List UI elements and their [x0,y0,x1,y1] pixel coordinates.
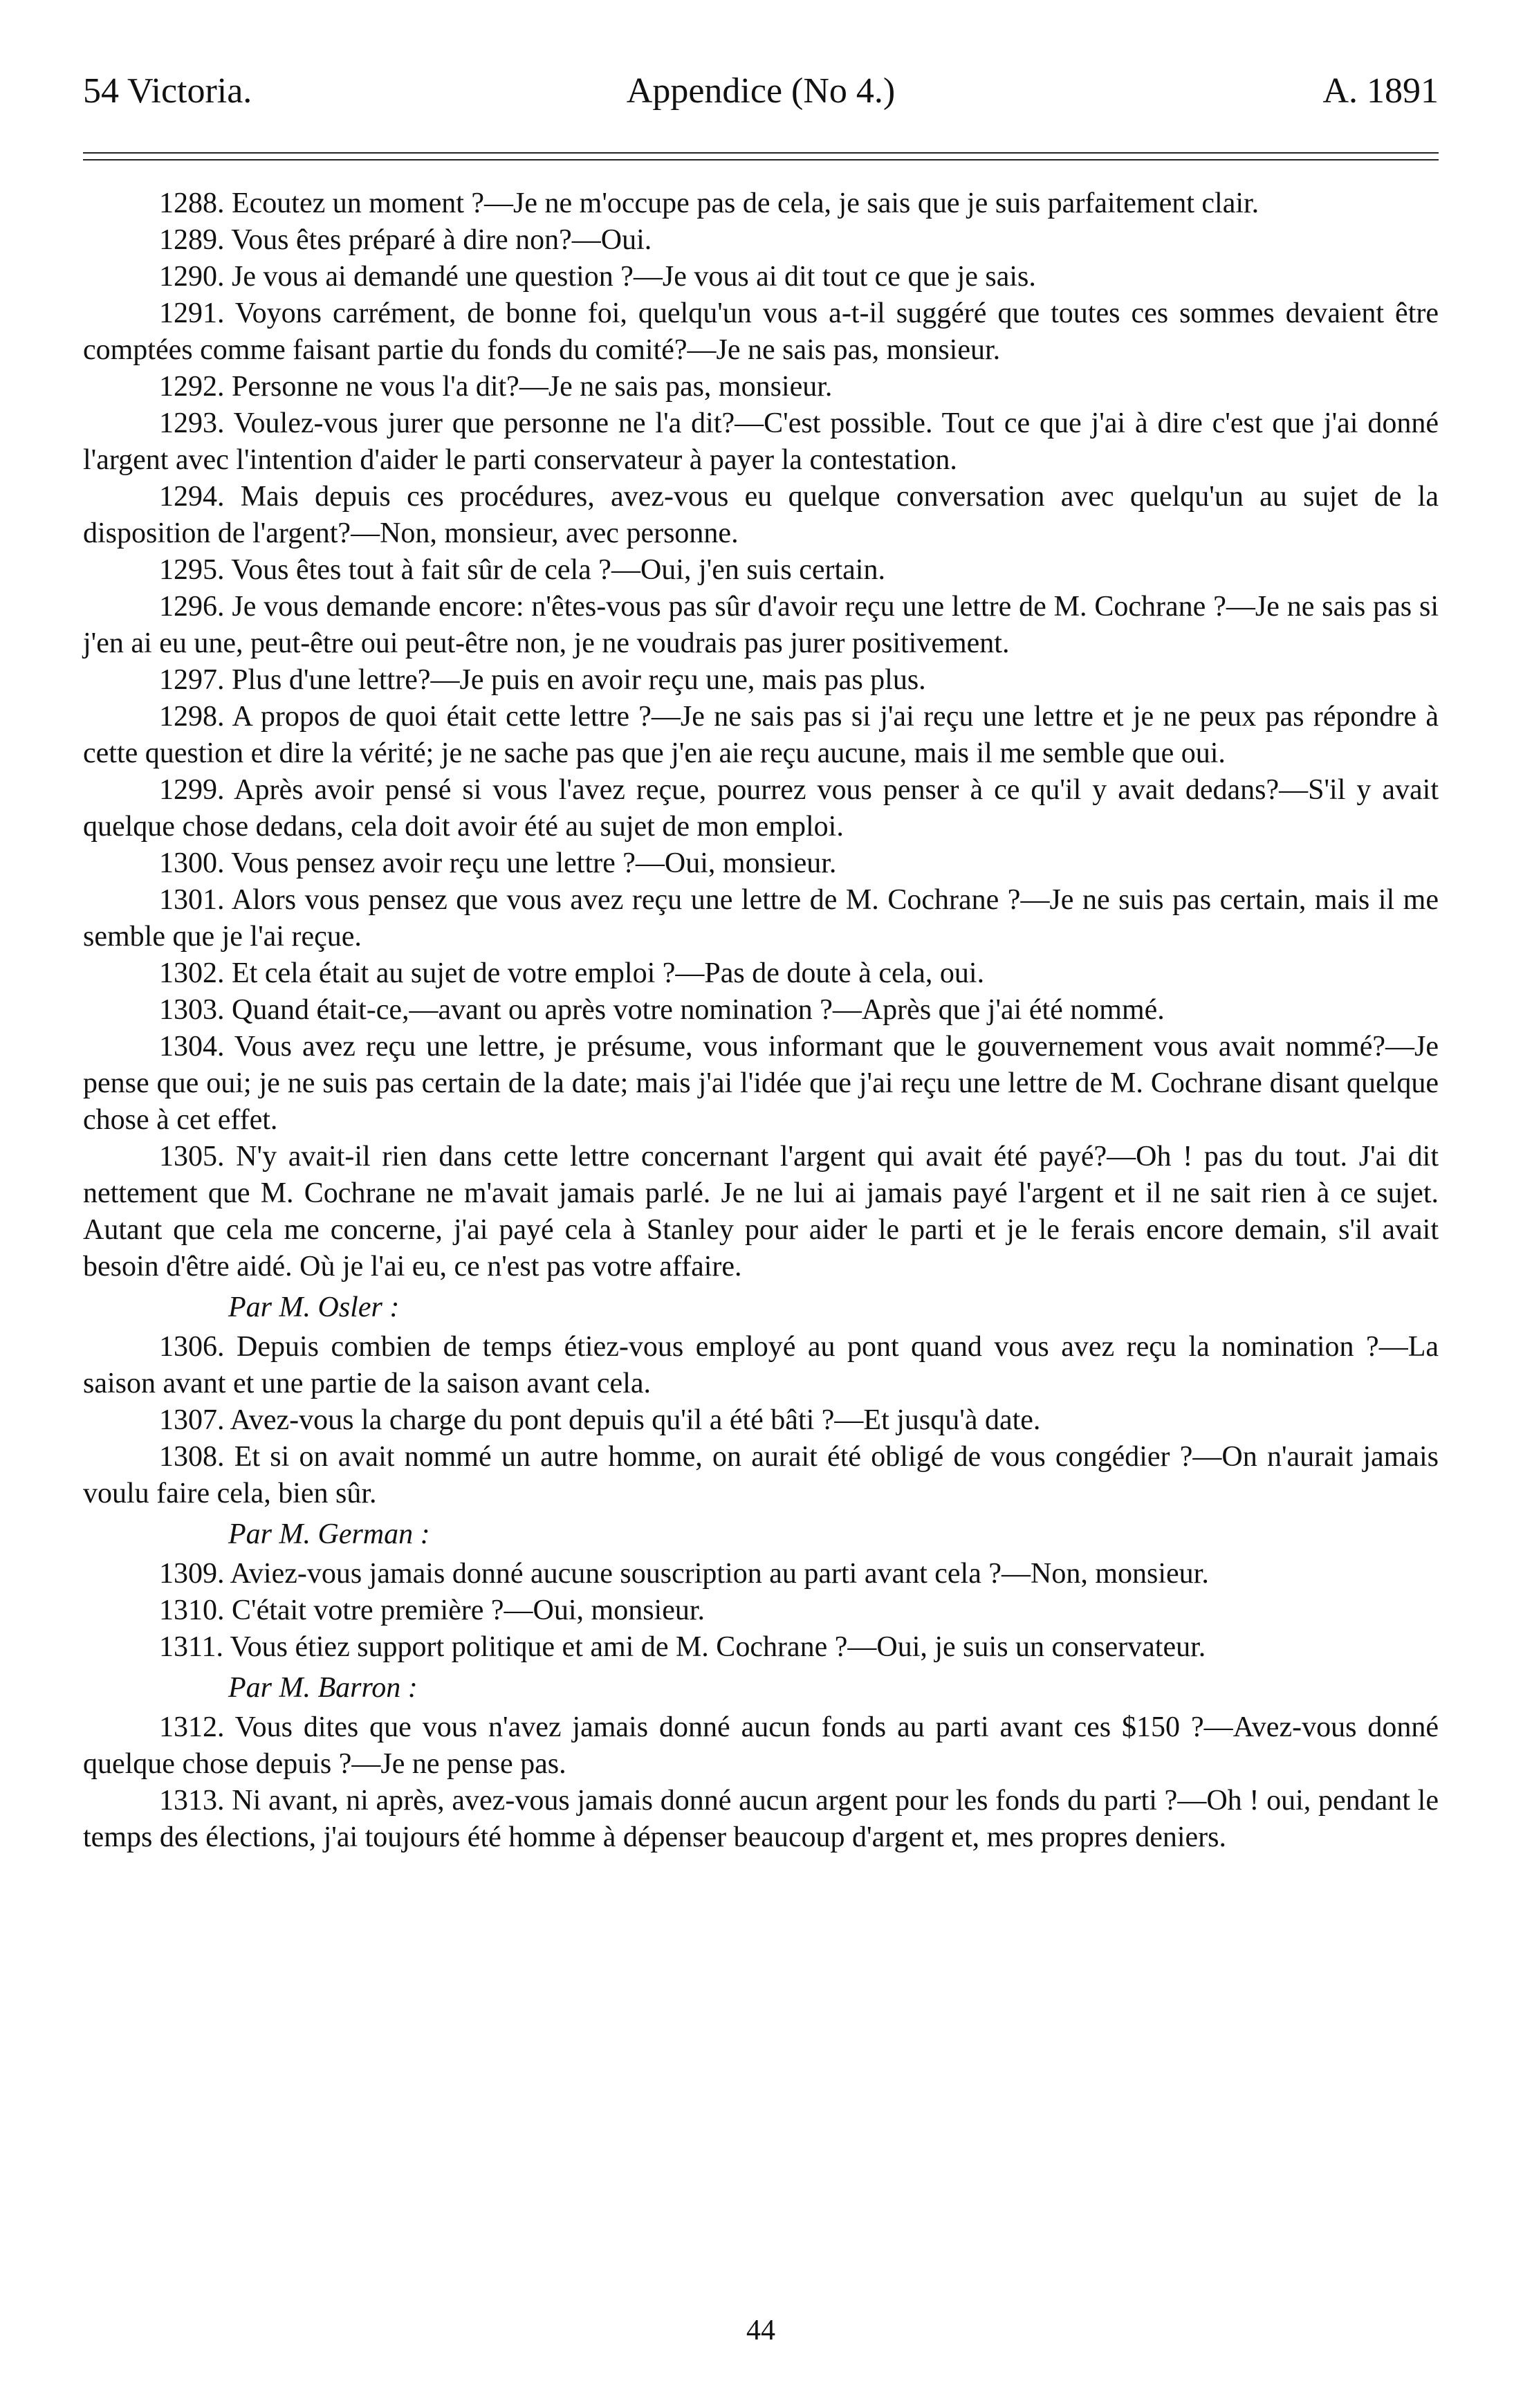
testimony-paragraph: 1311. Vous étiez support politique et ami de M. Cochrane ?—Oui, je suis un conservateur. [159,1631,1206,1663]
testimony-paragraph: 1295. Vous êtes tout à fait sûr de cela ?—Oui, j'en suis certain. [159,554,885,586]
testimony-paragraph: 1303. Quand était-ce,—avant ou après votre nomination ?—Après que j'ai été nommé. [159,994,1165,1026]
speaker-heading: Par M. Osler : [228,1292,400,1323]
testimony-paragraph: 1312. Vous dites que vous n'avez jamais donné aucun fonds au parti avant ces $150 ?—Avez-vous donné quelque chose depuis ?—Je ne pense pas. [83,1711,1439,1780]
testimony-paragraph: 1304. Vous avez reçu une lettre, je présume, vous informant que le gouvernement vous avait nommé?—Je pense que oui; je ne suis pas certain de la date; mais j'ai l'idée que j'ai reçu une lettre de M. Cochrane disant quelque chose à cet effet. [83,1031,1439,1136]
testimony-paragraph: 1292. Personne ne vous l'a dit?—Je ne sais pas, monsieur. [159,371,833,403]
speaker-heading: Par M. Barron : [228,1672,418,1704]
testimony-paragraph: 1294. Mais depuis ces procédures, avez-vous eu quelque conversation avec quelqu'un au sujet de la disposition de l'argent?—Non, monsieur, avec personne. [83,481,1439,549]
document-page [83,0,1439,2408]
testimony-paragraph: 1293. Voulez-vous jurer que personne ne l'a dit?—C'est possible. Tout ce que j'ai à dire c'est que j'ai donné l'argent avec l'intention d'aider le parti conservateur à payer la contestation. [83,407,1439,476]
testimony-paragraph: 1299. Après avoir pensé si vous l'avez reçue, pourrez vous penser à ce qu'il y avait dedans?—S'il y avait quelque chose dedans, cela doit avoir été au sujet de mon emploi. [83,774,1439,843]
testimony-paragraph: 1313. Ni avant, ni après, avez-vous jamais donné aucun argent pour les fonds du parti ?—Oh ! oui, pendant le temps des élections, j'ai toujours été homme à dépenser beaucoup d'argent et, mes propres deniers. [83,1785,1439,1853]
testimony-paragraph: 1301. Alors vous pensez que vous avez reçu une lettre de M. Cochrane ?—Je ne suis pas certain, mais il me semble que je l'ai reçue. [83,884,1439,953]
running-header [83,64,1439,119]
testimony-paragraph: 1300. Vous pensez avoir reçu une lettre ?—Oui, monsieur. [159,847,837,879]
testimony-paragraph: 1296. Je vous demande encore: n'êtes-vous pas sûr d'avoir reçu une lettre de M. Cochrane ?—Je ne sais pas si j'en ai eu une, peut-être oui peut-être non, je ne voudrais pas jurer positivement. [83,591,1439,659]
testimony-paragraph: 1290. Je vous ai demandé une question ?—Je vous ai dit tout ce que je sais. [159,261,1036,293]
testimony-paragraph: 1306. Depuis combien de temps étiez-vous employé au pont quand vous avez reçu la nomination ?—La saison avant et une partie de la saison avant cela. [83,1331,1439,1399]
speaker-heading: Par M. German : [228,1518,430,1550]
page-number: 44 [746,2315,775,2346]
testimony-paragraph: 1289. Vous êtes préparé à dire non?—Oui. [159,224,652,256]
testimony-paragraph: 1305. N'y avait-il rien dans cette lettre concernant l'argent qui avait été payé?—Oh ! pas du tout. J'ai dit nettement que M. Cochrane ne m'avait jamais parlé. Je ne lui ai jamais payé l'argent et il ne sait rien à ce sujet. Autant que cela me concerne, j'ai payé cela à Stanley pour aider le parti et je le ferais encore demain, s'il avait besoin d'être aidé. Où je l'ai eu, ce n'est pas votre affaire. [83,1141,1439,1283]
testimony-paragraph: 1298. A propos de quoi était cette lettre ?—Je ne sais pas si j'ai reçu une lettre et je ne peux pas répondre à cette question et dire la vérité; je ne sache pas que j'en aie reçu aucune, mais il me semble que oui. [83,701,1439,769]
header-volume: 54 Victoria. [83,71,252,111]
testimony-paragraph: 1302. Et cela était au sujet de votre emploi ?—Pas de doute à cela, oui. [159,957,985,989]
header-title: Appendice (No 4.) [626,71,896,111]
header-double-rule [83,152,1439,160]
testimony-paragraph: 1297. Plus d'une lettre?—Je puis en avoir reçu une, mais pas plus. [159,664,926,696]
testimony-paragraph: 1307. Avez-vous la charge du pont depuis qu'il a été bâti ?—Et jusqu'à date. [159,1404,1041,1436]
testimony-paragraph: 1310. C'était votre première ?—Oui, monsieur. [159,1594,705,1626]
header-year: A. 1891 [1322,71,1439,111]
testimony-paragraph: 1291. Voyons carrément, de bonne foi, quelqu'un vous a-t-il suggéré que toutes ces sommes devaient être comptées comme faisant partie du fonds du comité?—Je ne sais pas, monsieur. [83,297,1439,366]
testimony-paragraph: 1308. Et si on avait nommé un autre homme, on aurait été obligé de vous congédier ?—On n'aurait jamais voulu faire cela, bien sûr. [83,1441,1439,1509]
testimony-paragraph: 1288. Ecoutez un moment ?—Je ne m'occupe pas de cela, je sais que je suis parfaitement clair. [159,187,1259,219]
testimony-paragraph: 1309. Aviez-vous jamais donné aucune souscription au parti avant cela ?—Non, monsieur. [159,1558,1209,1590]
testimony-body [83,185,1439,1856]
